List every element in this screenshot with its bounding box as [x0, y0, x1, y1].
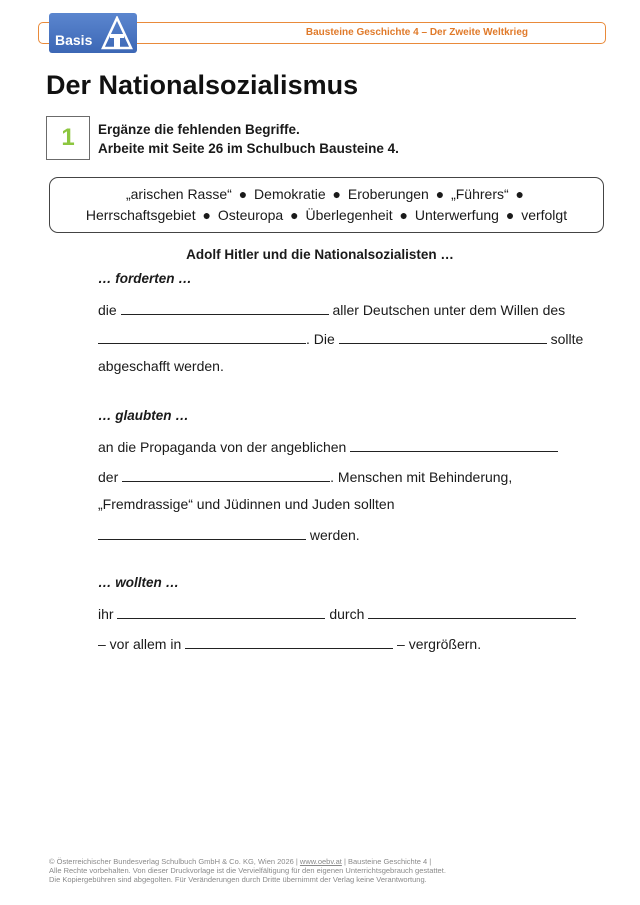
cloze-text: durch	[325, 606, 369, 622]
footer-text: | Bausteine Geschichte 4 |	[341, 857, 432, 866]
cloze-line	[98, 329, 583, 347]
cloze-line	[98, 634, 481, 652]
word-bank	[49, 177, 604, 233]
answer-blank[interactable]	[185, 634, 393, 649]
word-bank-term: „arischen Rasse“	[125, 186, 232, 202]
publisher-link[interactable]: www.oebv.at	[299, 857, 342, 866]
basis-logo	[49, 13, 137, 53]
cloze-text: der	[98, 469, 123, 485]
answer-blank[interactable]	[117, 604, 325, 619]
section-heading-glaubten: … glaubten …	[98, 408, 189, 423]
cloze-text: – vergrößern.	[393, 636, 482, 652]
answer-blank[interactable]	[121, 300, 329, 315]
footer-text: © Österreichischer Bundesverlag Schulbuch GmbH & Co. KG, Wien 2026 |	[49, 857, 300, 866]
section-heading-forderten: … forderten …	[98, 271, 192, 286]
word-bank-term: Osteuropa	[217, 207, 284, 223]
triangle-logo-icon	[101, 16, 133, 50]
cloze-line	[98, 467, 512, 485]
word-bank-term: Herrschaftsgebiet	[85, 207, 196, 223]
word-bank-term: verfolgt	[521, 207, 568, 223]
intro-heading: Adolf Hitler und die Nationalsozialisten …	[186, 247, 454, 262]
bullet-separator: ●	[435, 186, 445, 202]
cloze-text: sollte	[546, 331, 584, 347]
basis-label: Basis	[55, 32, 93, 48]
cloze-line	[98, 300, 565, 318]
answer-blank[interactable]	[368, 604, 576, 619]
footer-line-1	[49, 857, 446, 866]
header-title: Bausteine Geschichte 4 – Der Zweite Weltkrieg	[305, 27, 528, 38]
cloze-text: . Menschen mit Behinderung,	[330, 469, 513, 485]
task-number: 1	[61, 124, 75, 151]
bullet-separator: ●	[399, 207, 408, 223]
page-title: Der Nationalsozialismus	[46, 70, 359, 100]
bullet-separator: ●	[202, 207, 211, 223]
footer-line-3: Die Kopiergebühren sind abgegolten. Für Veränderungen durch Dritte übernimmt der Verlag keine Verantwortung.	[49, 875, 427, 884]
cloze-line	[98, 437, 558, 455]
cloze-line	[98, 525, 360, 543]
cloze-text: abgeschafft werden.	[98, 358, 224, 374]
cloze-line	[98, 358, 224, 374]
bullet-separator: ●	[505, 207, 515, 223]
task-instruction-line: Ergänze die fehlenden Begriffe.	[98, 122, 300, 137]
word-bank-term: „Führers“	[451, 186, 509, 202]
task-instructions	[98, 120, 399, 158]
footer-line-2: Alle Rechte vorbehalten. Von dieser Druckvorlage ist die Vervielfältigung für den eigenen Unterrichtsgebrauch gestattet.	[49, 866, 446, 875]
bullet-separator: ●	[515, 186, 525, 202]
answer-blank[interactable]	[122, 467, 330, 482]
answer-blank[interactable]	[98, 525, 306, 540]
cloze-line	[98, 496, 395, 512]
word-bank-term: Unterwerfung	[414, 207, 499, 223]
word-bank-term: Eroberungen	[347, 186, 429, 202]
word-bank-row-2	[50, 205, 603, 226]
cloze-text: an die Propaganda von der angeblichen	[98, 439, 351, 455]
word-bank-term: Demokratie	[254, 186, 326, 202]
cloze-text: . Die	[306, 331, 339, 347]
cloze-text: ihr	[98, 606, 118, 622]
cloze-line	[98, 604, 576, 622]
cloze-text: werden.	[306, 527, 360, 543]
bullet-separator: ●	[332, 186, 341, 202]
bullet-separator: ●	[290, 207, 299, 223]
cloze-text: aller Deutschen unter dem Willen des	[328, 302, 566, 318]
answer-blank[interactable]	[350, 437, 558, 452]
cloze-text: die	[98, 302, 121, 318]
word-bank-term: Überlegenheit	[305, 207, 393, 223]
cloze-text: – vor allem in	[98, 636, 186, 652]
task-instruction-line: Arbeite mit Seite 26 im Schulbuch Bausteine 4.	[98, 141, 399, 156]
task-number-box	[46, 116, 90, 160]
section-heading-wollten: … wollten …	[98, 575, 179, 590]
cloze-text: „Fremdrassige“ und Jüdinnen und Juden sollten	[98, 496, 395, 512]
word-bank-row-1	[50, 184, 603, 205]
bullet-separator: ●	[238, 186, 248, 202]
footer	[49, 857, 446, 884]
answer-blank[interactable]	[98, 329, 306, 344]
answer-blank[interactable]	[339, 329, 547, 344]
